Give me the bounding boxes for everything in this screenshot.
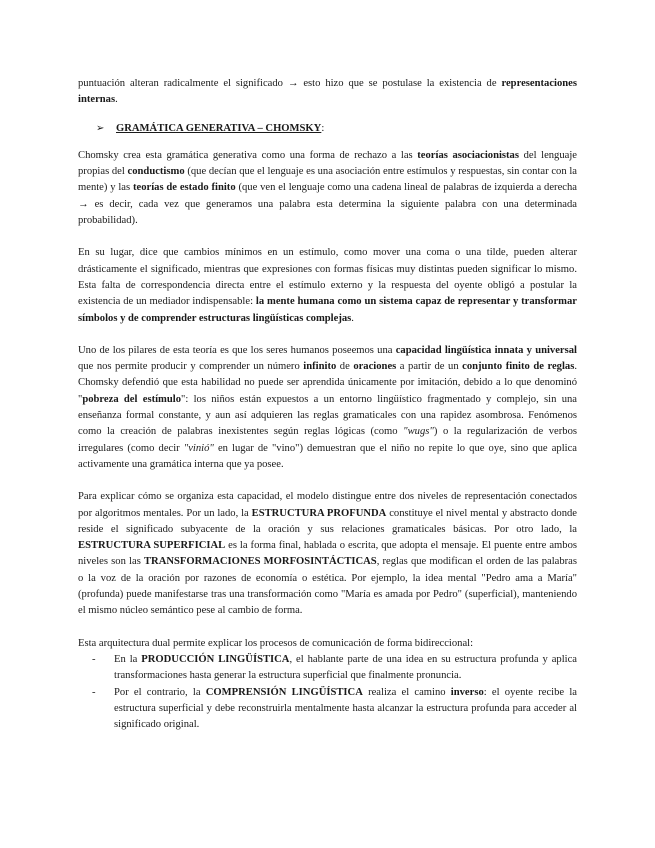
paragraph-arquitectura-dual: Esta arquitectura dual permite explicar los procesos de comunicación de forma bidireccional: <box>78 637 474 649</box>
dash-bullet-icon: - <box>92 653 96 665</box>
dash-list <box>78 652 577 733</box>
paragraph-representaciones: puntuación alteran radicalmente el significado → esto hizo que se postulase la existencia de representaciones internas. <box>78 78 577 106</box>
section-heading: ➢ GRAMÁTICA GENERATIVA – CHOMSKY : <box>78 121 577 137</box>
section-heading-title: GRAMÁTICA GENERATIVA – CHOMSKY <box>116 122 322 134</box>
dash-bullet-icon: - <box>92 686 96 698</box>
list-item-comprension: - Por el contrario, la COMPRENSIÓN LINGÜÍSTICA realiza el camino inverso: el oyente recibe la estructura superficial y debe reconstruirla mentalmente hasta alcanzar la estructura profunda para acceder al significado original. <box>78 685 577 734</box>
arrow-bullet-icon: ➢ <box>96 122 105 134</box>
paragraph-estructuras: Para explicar cómo se organiza esta capacidad, el modelo distingue entre dos niveles de representación conectados por algoritmos mentales. Por un lado, la ESTRUCTURA PROFUNDA constituye el nivel mental y abstracto donde reside el significado subyacente de la oración y sus relaciones gramaticales básicas. Por otro lado, la ESTRUCTURA SUPERFICIAL es la forma final, hablada o escrita, que adopta el mensaje. El puente entre ambos niveles son las TRANSFORMACIONES MORFOSINTÁCTICAS, reglas que modifican el orden de las palabras o la voz de la oración por razones de economía o estética. Por ejemplo, la idea mental "Pedro ama a María" (profunda) puede manifestarse tras una transformación como "María es amada por Pedro" (superficial), manteniendo el mismo núcleo semántico pese al cambio de forma. <box>78 491 578 617</box>
list-item-produccion: - En la PRODUCCIÓN LINGÜÍSTICA, el hablante parte de una idea en su estructura profunda y aplica transformaciones hasta generar la estructura superficial que finalmente pronuncia. <box>78 652 577 685</box>
paragraph-capacidad-innata: Uno de los pilares de esta teoría es que los seres humanos poseemos una capacidad lingüística innata y universal que nos permite producir y comprender un número infinito de oraciones a partir de un conjunto finito de reglas. Chomsky defendió que esta habilidad no puede ser aprendida únicamente por imitación, debido a lo que denominó "pobreza del estímulo": los niños están expuestos a un entorno lingüístico fragmentado y complejo, sin una enseñanza formal constante, y aun así adquieren las reglas gramaticales con una rapidez asombrosa. Fenómenos como la creación de palabras inexistentes según reglas lógicas (como "wugs") o la regularización de verbos irregulares (como decir "vinió" en lugar de "vino") demuestran que el niño no repite lo que oye, sino que aplica activamente una gramática interna que ya posee. <box>78 344 577 470</box>
paragraph-mente-humana: En su lugar, dice que cambios mínimos en un estímulo, como mover una coma o una tilde, pueden alterar drásticamente el significado, mientras que expresiones con formas físicas muy distintas pueden significar lo mismo. Esta falta de correspondencia directa entre el estímulo externo y la respuesta del oyente obligó a postular la existencia de un mediador indispensable: la mente humana como un sistema capaz de representar y transformar símbolos y de comprender estructuras lingüísticas complejas. <box>78 247 577 324</box>
paragraph-chomsky-intro: Chomsky crea esta gramática generativa como una forma de rechazo a las teorías asociacionistas del lenguaje propias del conductismo (que decían que el lenguaje es una asociación entre estímulos y respuestas, sin contar con la mente) y las teorías de estado finito (que ven el lenguaje como una cadena lineal de palabras de izquierda a derecha → es decir, cada vez que generamos una palabra esta determina la siguiente palabra con una determinada probabilidad). <box>78 149 578 227</box>
